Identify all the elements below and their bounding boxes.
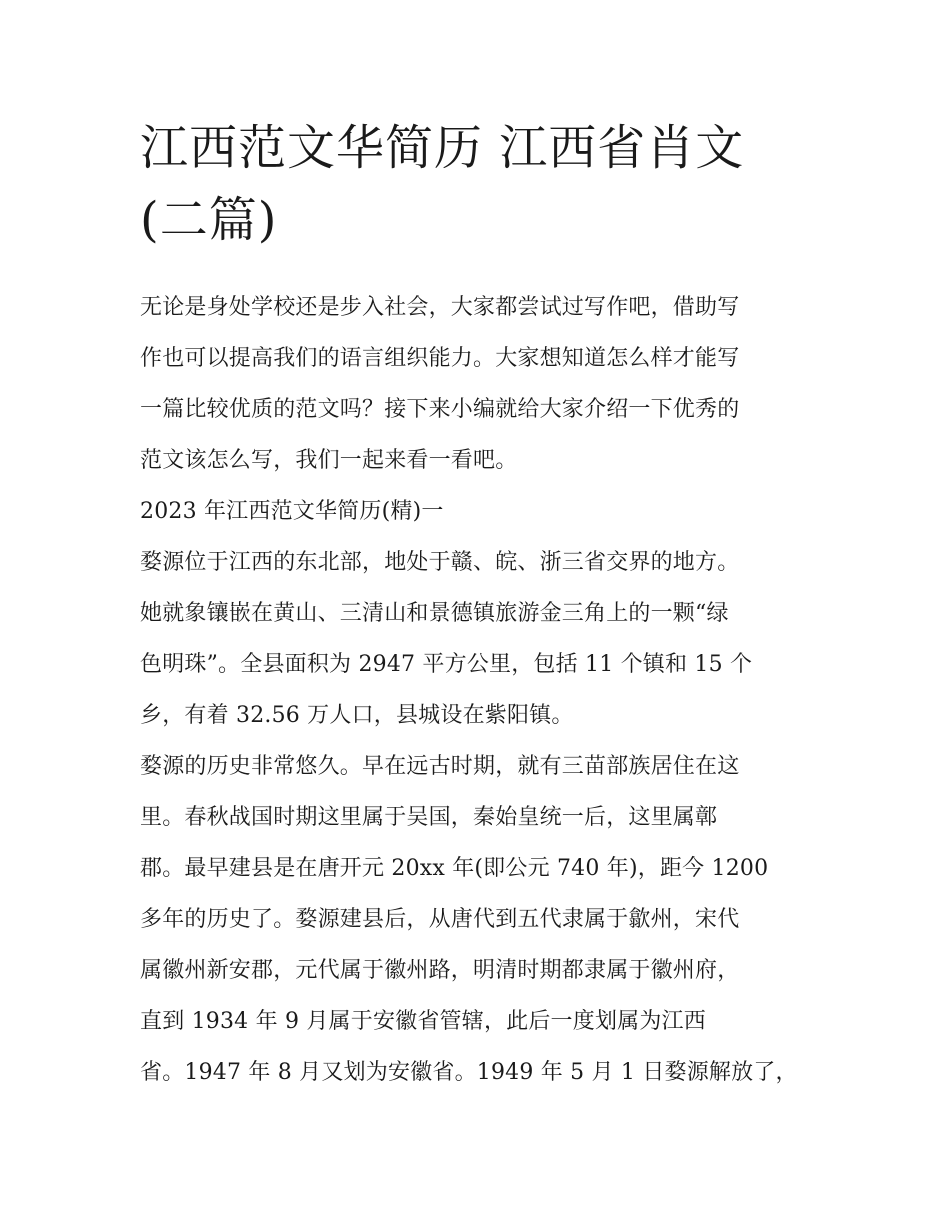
intro-line: 作也可以提高我们的语言组织能力。大家想知道怎么样才能写 [140, 346, 740, 371]
body-line: 她就象镶嵌在黄山、三清山和景德镇旅游金三角上的一颗“绿 [140, 601, 729, 626]
intro-line: 范文该怎么写，我们一起来看一看吧。 [140, 448, 518, 473]
document-body [140, 282, 820, 1098]
body-line: 里。春秋战国时期这里属于吴国，秦始皇统一后，这里属鄣 [140, 805, 718, 830]
body-line: 属徽州新安郡，元代属于徽州路，明清时期都隶属于徽州府， [140, 958, 740, 983]
title-line: (二篇) [140, 192, 278, 248]
body-line: 直到 1934 年 9 月属于安徽省管辖，此后一度划属为江西 [140, 1009, 706, 1034]
body-line: 色明珠”。全县面积为 2947 平方公里，包括 11 个镇和 15 个 [140, 652, 753, 677]
body-line: 多年的历史了。婺源建县后，从唐代到五代隶属于歙州，宋代 [140, 907, 740, 932]
title-line: 江西范文华简历 江西省肖文 [140, 120, 745, 176]
body-line: 婺源位于江西的东北部，地处于赣、皖、浙三省交界的地方。 [140, 550, 740, 575]
body-line: 乡，有着 32.56 万人口，县城设在紫阳镇。 [140, 703, 574, 728]
document-title [140, 112, 820, 256]
section-heading: 2023 年江西范文华简历(精)一 [140, 499, 444, 524]
document-page [140, 112, 820, 1098]
body-line: 婺源的历史非常悠久。早在远古时期，就有三苗部族居住在这 [140, 754, 740, 779]
body-line: 郡。最早建县是在唐开元 20xx 年(即公元 740 年)，距今 1200 [140, 856, 769, 881]
intro-line: 一篇比较优质的范文吗？接下来小编就给大家介绍一下优秀的 [140, 397, 740, 422]
body-line: 省。1947 年 8 月又划为安徽省。1949 年 5 月 1 日婺源解放了， [140, 1060, 798, 1085]
intro-line: 无论是身处学校还是步入社会，大家都尝试过写作吧，借助写 [140, 295, 740, 320]
